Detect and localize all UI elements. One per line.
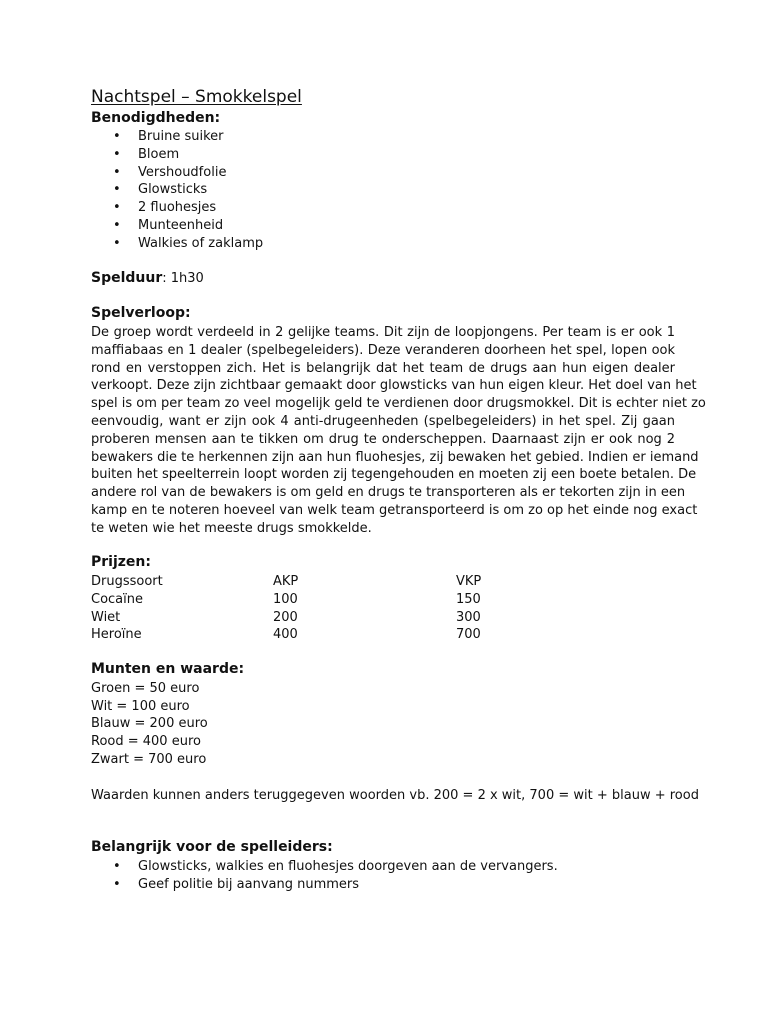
munt-item: Blauw = 200 euro <box>91 716 208 731</box>
paragraph-line: maffiabaas en 1 dealer (spelbegeleiders). Deze veranderen doorheen het spel, lopen ook <box>91 342 675 358</box>
bullet-icon: • <box>113 876 121 892</box>
paragraph-line: proberen mensen aan te tikken om drug te onderscheppen. Daarnaast zijn er ook nog 2 <box>91 431 675 447</box>
waarden-note: Waarden kunnen anders teruggegeven woorden vb. 200 = 2 x wit, 700 = wit + blauw + rood <box>91 788 699 803</box>
paragraph-line: rond en verstoppen zich. Het is belangrijk dat het team de drugs aan hun eigen dealer <box>91 360 675 376</box>
munt-item: Wit = 100 euro <box>91 699 190 714</box>
bullet-icon: • <box>113 129 121 144</box>
spelverloop-paragraph <box>91 324 706 538</box>
table-cell: Heroïne <box>91 627 142 643</box>
munt-item: Zwart = 700 euro <box>91 752 207 767</box>
munt-item: Groen = 50 euro <box>91 681 200 696</box>
speelduur-label: Spelduur <box>91 270 163 286</box>
table-cell: 100 <box>273 591 298 607</box>
bullet-icon: • <box>113 146 121 162</box>
bullet-icon: • <box>113 200 121 216</box>
document-page: Nachtspel – Smokkelspel Benodigdheden: • Bruine suiker • Bloem • Vershoudfolie • Glowsticks • 2 fluohesjes • Munteenheid • Walkies of zaklamp Spelduur: 1h30 Spelverloop: De groep wordt verdeeld in 2 gelijke teams. Dit zijn de loopjongens. Per team is er ook 1 maffiabaas en 1 dealer (spelbegeleiders). Deze veranderen doorheen het spel, lopen ook rond en verstoppen zich. Het is belangrijk dat het team de drugs aan hun eigen dealer verkoopt. Deze zijn zichtbaar gemaakt door glowsticks van hun eigen kleur. Het doel van het spel is om per team zo veel mogelijk geld te verdienen door drugsmokkel. Dit is echter niet zo eenvoudig, want er zijn ook 4 anti-drugeenheden (spelbegeleiders) in het spel. Zij gaan proberen mensen aan te tikken om drug te onderscheppen. Daarnaast zijn er ook nog 2 bewakers die te herkennen zijn aan hun fluohesjes, zij bewaken het gebied. Indien er iemand buiten het speelterrein loopt worden zij tegengehouden en moeten zij een boete betalen. De andere rol van de bewakers is om geld en drugs te transporteren als er tekorten zijn in een kamp en te noteren hoeveel van welk team getransporteerd is om zo op het einde nog exact te weten wie het meeste drugs smokkelde. Prijzen: Drugssoort AKP VKP Cocaïne 100 150 Wiet 200 300 Heroïne 400 700 Munten en waarde: Groen = 50 euro Wit = 100 euro Blauw = 200 euro Rood = 400 euro Zwart = 700 euro Waarden kunnen anders teruggegeven woorden vb. 200 = 2 x wit, 700 = wit + blauw + rood Belangrijk voor de spelleiders: • Glowsticks, walkies en fluohesjes doorgeven aan de vervangers. • Geef politie bij aanvang nummers <box>91 87 706 892</box>
table-row <box>91 591 511 609</box>
bullet-icon: • <box>113 235 121 251</box>
paragraph-line: verkoopt. Deze zijn zichtbaar gemaakt door glowsticks van hun eigen kleur. Het doel van het <box>91 378 697 394</box>
table-cell: 700 <box>456 627 481 643</box>
table-cell: 300 <box>456 609 481 625</box>
paragraph-line: eenvoudig, want er zijn ook 4 anti-drugeenheden (spelbegeleiders) in het spel. Zij gaan <box>91 413 675 429</box>
table-row <box>91 609 511 627</box>
paragraph-line: buiten het speelterrein loopt worden zij tegengehouden en moeten zij een boete betalen. De <box>91 467 697 483</box>
speelduur-value: : 1h30 <box>162 271 204 286</box>
table-cell: 150 <box>456 591 481 607</box>
table-cell: 400 <box>273 627 298 643</box>
munten-heading: Munten en waarde: <box>91 661 245 677</box>
paragraph-line: spel is om per team zo veel mogelijk geld te verdienen door drugsmokkel. Dit is echter niet zo <box>91 396 706 412</box>
bullet-icon: • <box>113 164 121 180</box>
table-header-row <box>91 573 511 591</box>
paragraph-line: andere rol van de bewakers is om geld en drugs te transporteren als er tekorten zijn in een <box>91 485 686 501</box>
column-header: VKP <box>456 574 482 589</box>
paragraph-line: kamp en te noteren hoeveel van welk team getransporteerd is om zo op het einde nog exact <box>91 502 698 518</box>
bullet-icon: • <box>113 859 121 874</box>
paragraph-line: te weten wie het meeste drugs smokkelde. <box>91 520 372 536</box>
benodigdheden-heading: Benodigdheden: <box>91 110 221 126</box>
table-cell: Cocaïne <box>91 591 143 607</box>
table-cell: Wiet <box>91 609 121 625</box>
document-title: Nachtspel – Smokkelspel <box>91 87 302 107</box>
bullet-icon: • <box>113 182 121 198</box>
column-header: AKP <box>273 574 299 589</box>
spelverloop-heading: Spelverloop: <box>91 305 191 321</box>
munt-item: Rood = 400 euro <box>91 734 201 749</box>
table-row <box>91 626 511 644</box>
bullet-icon: • <box>113 217 121 233</box>
paragraph-line: De groep wordt verdeeld in 2 gelijke teams. Dit zijn de loopjongens. Per team is er ook 1 <box>91 325 675 340</box>
belangrijk-heading: Belangrijk voor de spelleiders: <box>91 839 333 855</box>
table-cell: 200 <box>273 609 298 625</box>
column-header: Drugssoort <box>91 574 163 589</box>
prijzen-table <box>91 573 511 644</box>
prijzen-heading: Prijzen: <box>91 554 151 570</box>
speelduur-line <box>91 270 204 288</box>
paragraph-line: bewakers die te herkennen zijn aan hun fluohesjes, zij bewaken het gebied. Indien er iemand <box>91 449 699 465</box>
